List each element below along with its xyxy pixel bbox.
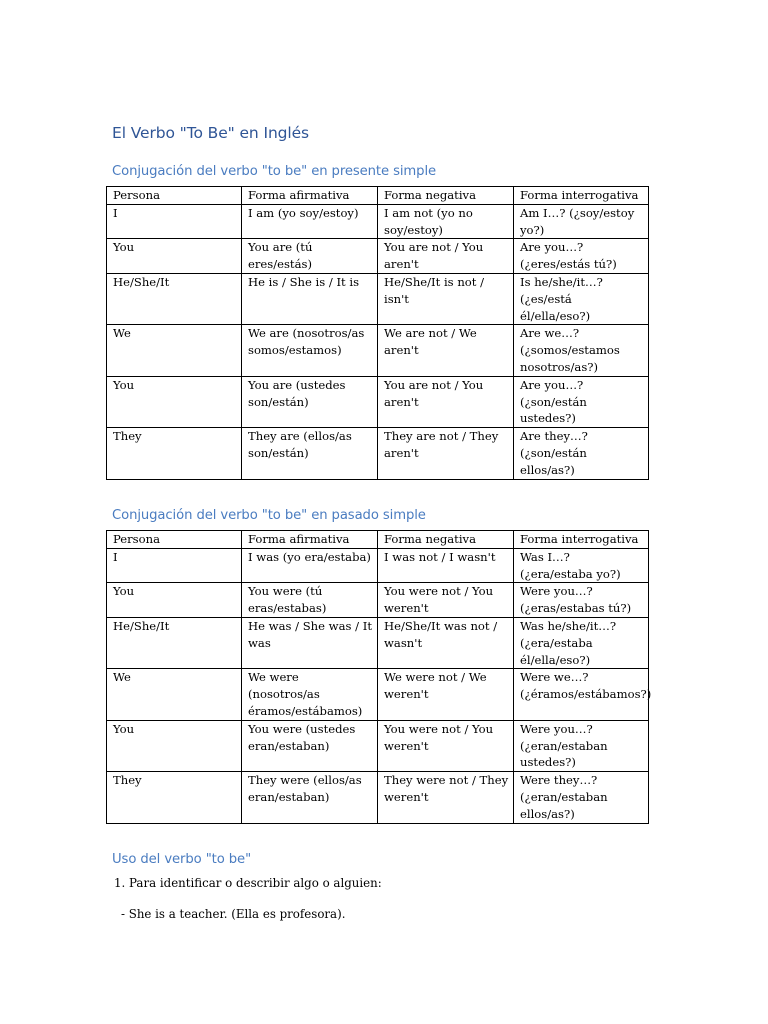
table-cell: You were (tú eras/estabas) (242, 583, 378, 618)
table-row (107, 548, 649, 583)
table-cell: You (107, 583, 242, 618)
table-cell: Am I…? (¿soy/estoy yo?) (514, 204, 649, 239)
table-cell: I am (yo soy/estoy) (242, 204, 378, 239)
table-cell: Is he/she/it…? (¿es/está él/ella/eso?) (514, 273, 649, 324)
table-cell: He/She/It is not / isn't (378, 273, 514, 324)
table-cell: I am not (yo no soy/estoy) (378, 204, 514, 239)
table-cell: Were we…? (¿éramos/estábamos?) (514, 669, 649, 720)
table-cell: You were not / You weren't (378, 720, 514, 771)
table-cell: You (107, 720, 242, 771)
table-cell: You (107, 239, 242, 274)
table-row (107, 376, 649, 427)
table-cell: Are you…? (¿eres/estás tú?) (514, 239, 649, 274)
column-header: Persona (107, 531, 242, 549)
table-row (107, 204, 649, 239)
table-cell: You are not / You aren't (378, 376, 514, 427)
table-cell: Are you…? (¿son/están ustedes?) (514, 376, 649, 427)
table-cell: He was / She was / It was (242, 617, 378, 668)
column-header: Forma interrogativa (514, 531, 649, 549)
table-header-row (107, 531, 649, 549)
table-cell: I (107, 204, 242, 239)
table-cell: You (107, 376, 242, 427)
table-cell: Are we…? (¿somos/estamos nosotros/as?) (514, 325, 649, 376)
table-cell: We are (nosotros/as somos/estamos) (242, 325, 378, 376)
table-cell: They (107, 428, 242, 479)
table-cell: We were (nosotros/as éramos/estábamos) (242, 669, 378, 720)
column-header: Forma negativa (378, 531, 514, 549)
table-row (107, 325, 649, 376)
past-simple-table (106, 530, 652, 824)
table-row (107, 273, 649, 324)
past-simple-heading: Conjugación del verbo "to be" en pasado simple (112, 508, 426, 523)
usage-item-1: 1. Para identificar o describir algo o alguien: (114, 876, 382, 890)
table-cell: I (107, 548, 242, 583)
table-cell: Are they…? (¿son/están ellos/as?) (514, 428, 649, 479)
table-cell: He/She/It was not / wasn't (378, 617, 514, 668)
table-cell: Were you…? (¿eran/estaban ustedes?) (514, 720, 649, 771)
usage-example-1: - She is a teacher. (Ella es profesora). (121, 907, 346, 921)
document-title: El Verbo "To Be" en Inglés (112, 124, 310, 142)
table-cell: He/She/It (107, 273, 242, 324)
table-cell: You were not / You weren't (378, 583, 514, 618)
table-cell: He is / She is / It is (242, 273, 378, 324)
table-row (107, 583, 649, 618)
table-row (107, 239, 649, 274)
table-cell: Were you…? (¿eras/estabas tú?) (514, 583, 649, 618)
table-cell: We are not / We aren't (378, 325, 514, 376)
table-cell: He/She/It (107, 617, 242, 668)
table-cell: You were (ustedes eran/estaban) (242, 720, 378, 771)
table-cell: You are (ustedes son/están) (242, 376, 378, 427)
table-cell: They were not / They weren't (378, 772, 514, 823)
column-header: Forma negativa (378, 187, 514, 205)
table-cell: They were (ellos/as eran/estaban) (242, 772, 378, 823)
table-cell: Was he/she/it…? (¿era/estaba él/ella/eso?) (514, 617, 649, 668)
column-header: Forma afirmativa (242, 531, 378, 549)
table-row (107, 772, 649, 823)
column-header: Forma afirmativa (242, 187, 378, 205)
table-cell: They are (ellos/as son/están) (242, 428, 378, 479)
table-cell: We (107, 669, 242, 720)
table-cell: They are not / They aren't (378, 428, 514, 479)
table-cell: I was not / I wasn't (378, 548, 514, 583)
table-cell: Was I…? (¿era/estaba yo?) (514, 548, 649, 583)
table-cell: You are not / You aren't (378, 239, 514, 274)
column-header: Persona (107, 187, 242, 205)
table-cell: We were not / We weren't (378, 669, 514, 720)
table-row (107, 428, 649, 479)
present-simple-table (106, 186, 649, 480)
table-row (107, 720, 649, 771)
table-row (107, 617, 649, 668)
table-cell: We (107, 325, 242, 376)
table-row (107, 669, 649, 720)
column-header: Forma interrogativa (514, 187, 649, 205)
table-cell: They (107, 772, 242, 823)
present-simple-heading: Conjugación del verbo "to be" en presente simple (112, 164, 437, 179)
table-header-row (107, 187, 649, 205)
usage-heading: Uso del verbo "to be" (112, 852, 252, 867)
table-cell: Were they…? (¿eran/estaban ellos/as?) (514, 772, 649, 823)
table-cell: I was (yo era/estaba) (242, 548, 378, 583)
table-cell: You are (tú eres/estás) (242, 239, 378, 274)
